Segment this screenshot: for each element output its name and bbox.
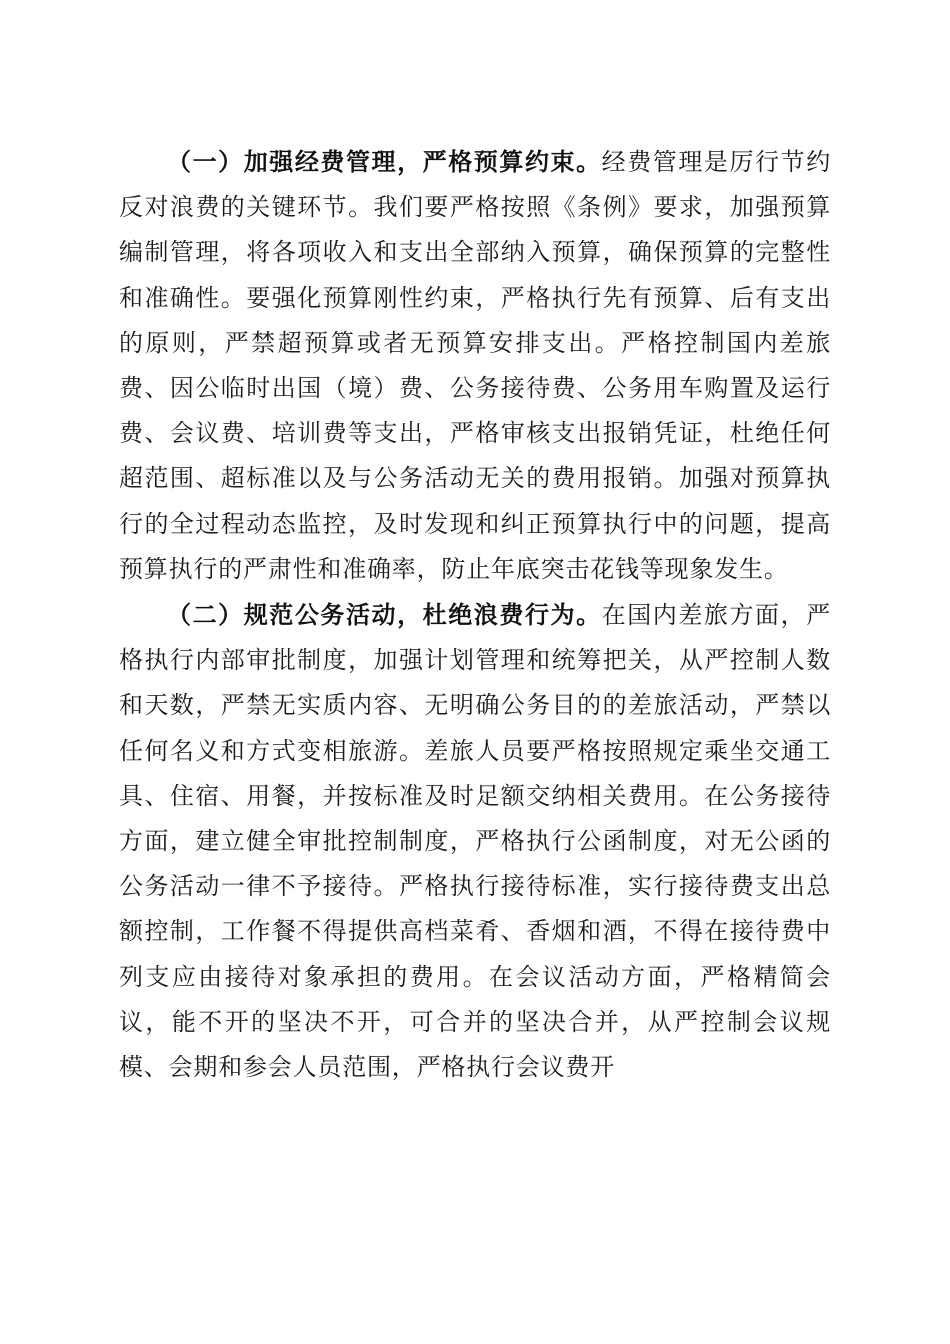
paragraph-official-activities xyxy=(119,592,831,1090)
paragraph-budget-management xyxy=(119,139,831,592)
paragraph-heading: （一）加强经费管理，严格预算约束。 xyxy=(167,147,602,176)
paragraph-heading: （二）规范公务活动，杜绝浪费行为。 xyxy=(167,600,602,630)
paragraph-body: 经费管理是厉行节约反对浪费的关键环节。我们要严格按照《条例》要求，加强预算编制管理，将各项收入和支出全部纳入预算，确保预算的完整性和准确性。要强化预算刚性约束，严格执行先有预算、后有支出的原则，严禁超预算或者无预算安排支出。严格控制国内差旅费、因公临时出国（境）费、公务接待费、公务用车购置及运行费、会议费、培训费等支出，严格审核支出报销凭证，杜绝任何超范围、超标准以及与公务活动无关的费用报销。加强对预算执行的全过程动态监控，及时发现和纠正预算执行中的问题，提高预算执行的严肃性和准确率，防止年底突击花钱等现象发生。 xyxy=(119,148,831,583)
paragraph-body: 在国内差旅方面，严格执行内部审批制度，加强计划管理和统筹把关，从严控制人数和天数，严禁无实质内容、无明确公务目的的差旅活动，严禁以任何名义和方式变相旅游。差旅人员要严格按照规定乘坐交通工具、住宿、用餐，并按标准及时足额交纳相关费用。在公务接待方面，建立健全审批控制制度，严格执行公函制度，对无公函的公务活动一律不予接待。严格执行接待标准，实行接待费支出总额控制，工作餐不得提供高档菜肴、香烟和酒，不得在接待费中列支应由接待对象承担的费用。在会议活动方面，严格精简会议，能不开的坚决不开，可合并的坚决合并，从严控制会议规模、会期和参会人员范围，严格执行会议费开 xyxy=(119,601,831,1082)
document-body xyxy=(119,139,831,1090)
